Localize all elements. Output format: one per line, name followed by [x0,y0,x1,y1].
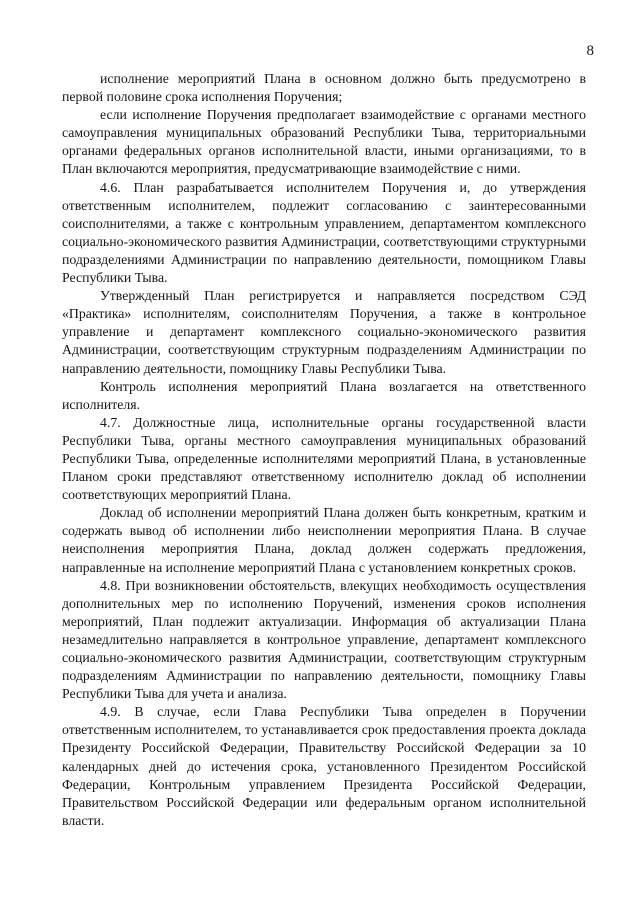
paragraph-approved-plan-registration: Утвержденный План регистрируется и направляется посредством СЭД «Практика» исполнителям, соисполнителям Поручения, а также в контрольное управление и департамент комплексного социально-экономического развития Администрации, соответствующим структурным подразделениям Администрации по направлению деятельности, помощнику Главы Республики Тыва. [62,288,586,376]
paragraph-plan-first-half-term: исполнение мероприятий Плана в основном должно быть предусмотрено в первой половине срока исполнения Поручения; [62,71,586,105]
page-number: 8 [586,43,594,59]
document-body [62,70,586,830]
paragraph-4-8-plan-update: 4.8. При возникновении обстоятельств, влекущих необходимость осуществления дополнительных мер по исполнению Поручений, изменения сроков исполнения мероприятий, План подлежит актуализации. Информация об актуализации Плана незамедлительно направляется в контрольное управление, департамент комплексного социально-экономического развития Администрации, соответствующим структурным подразделениям Администрации по направлению деятельности, помощнику Главы Республики Тыва для учета и анализа. [62,577,586,702]
paragraph-4-9-head-responsible: 4.9. В случае, если Глава Республики Тыва определен в Поручении ответственным исполнителем, то устанавливается срок предоставления проекта доклада Президенту Российской Федерации, Правительству Российской Федерации за 10 календарных дней до истечения срока, установленного Президентом Российской Федерации, Контрольным управлением Президента Российской Федерации, Правительством Российской Федерации или федеральным органом исполнительной власти. [62,704,586,828]
paragraph-plan-control: Контроль исполнения мероприятий Плана возлагается на ответственного исполнителя. [62,378,586,412]
paragraph-report-content: Доклад об исполнении мероприятий Плана должен быть конкретным, кратким и содержать вывод об исполнении либо неисполнении мероприятия Плана. В случае неисполнения мероприятия Плана, доклад должен содержать предложения, направленные на исполнение мероприятий Плана с установлением конкретных сроков. [62,505,586,575]
paragraph-interaction-with-bodies: если исполнение Поручения предполагает взаимодействие с органами местного самоуправления муниципальных образований Республики Тыва, территориальными органами федеральных органов исполнительной власти, иными организациями, то в План включаются мероприятия, предусматривающие взаимодействие с ними. [62,107,586,177]
paragraph-4-6-plan-development: 4.6. План разрабатывается исполнителем Поручения и, до утверждения ответственным исполнителем, подлежит согласованию с заинтересованными соисполнителями, а также с контрольным управлением, департаментом комплексного социально-экономического развития Администрации, соответствующими структурными подразделениями Администрации по направлению деятельности, помощником Главы Республики Тыва. [62,179,586,286]
paragraph-4-7-officials-report: 4.7. Должностные лица, исполнительные органы государственной власти Республики Тыва, органы местного самоуправления муниципальных образований Республики Тыва, определенные исполнителями мероприятий Плана, в установленные Планом сроки представляют ответственному исполнителю доклад об исполнении соответствующих мероприятий Плана. [62,414,586,503]
